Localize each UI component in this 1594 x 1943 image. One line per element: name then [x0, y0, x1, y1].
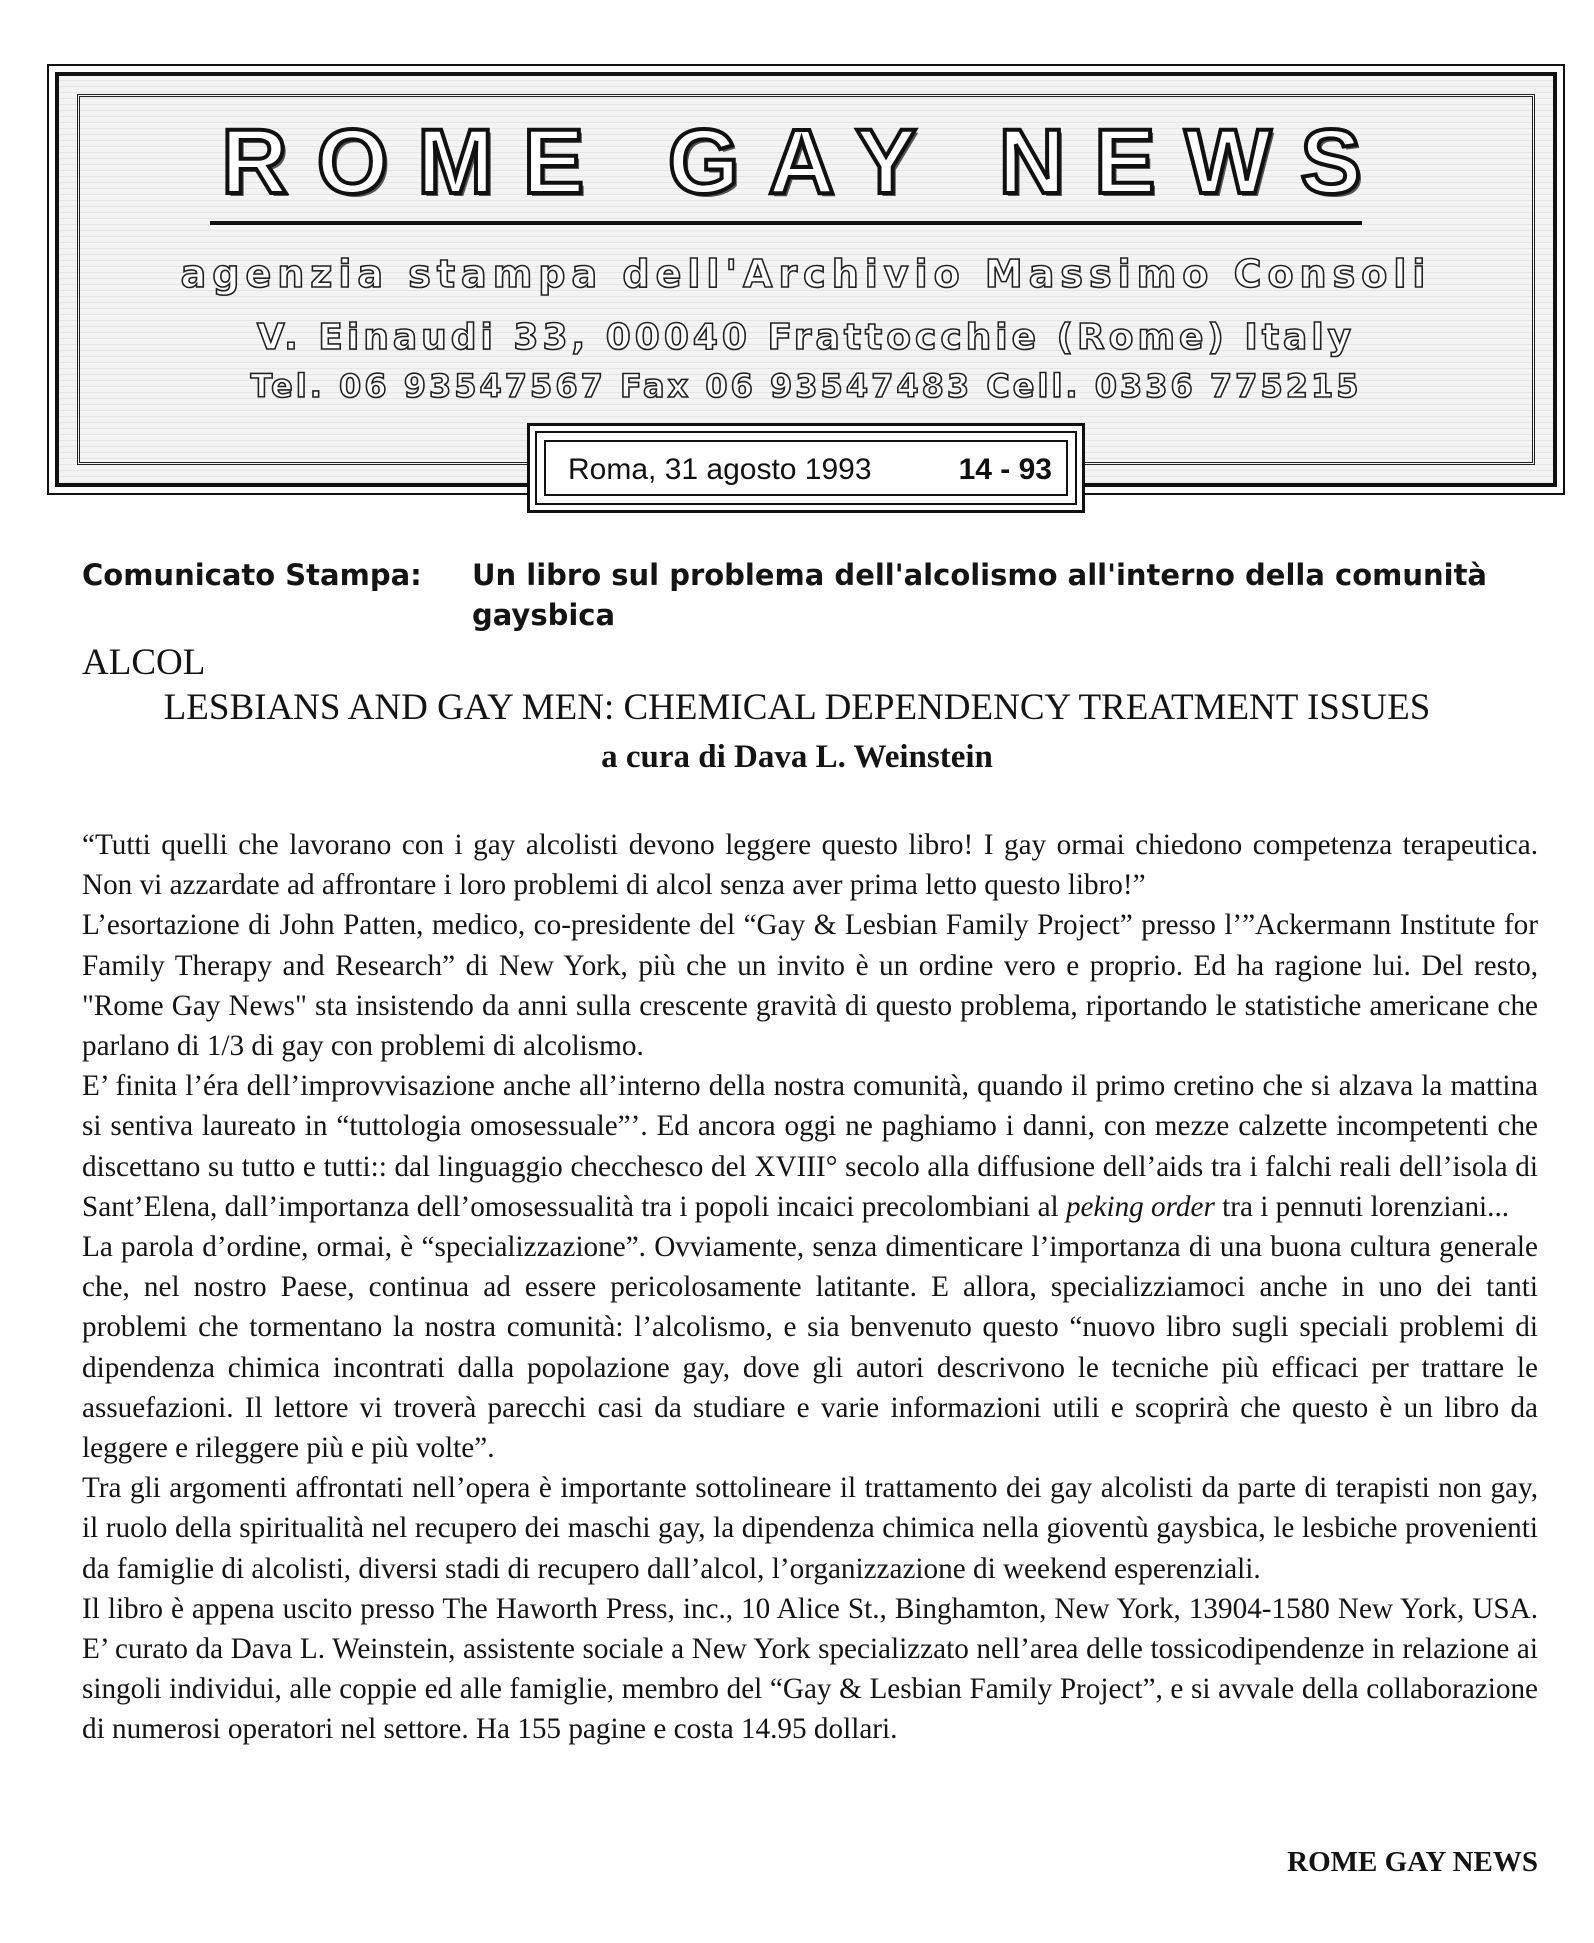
- masthead-contacts: Tel. 06 93547567 Fax 06 93547483 Cell. 0336 775215: [250, 367, 1362, 405]
- press-release-title: Un libro sul problema dell'alcolismo all'interno della comunità gaysbica: [472, 558, 1487, 632]
- book-title: LESBIANS AND GAY MEN: CHEMICAL DEPENDENCY TREATMENT ISSUES: [163, 687, 1431, 728]
- masthead-frame: [77, 94, 1535, 465]
- paragraph-publisher: Il libro è appena uscito presso The Haworth Press, inc., 10 Alice St., Binghamton, New York, 13904-1580 New York, USA. E’ curato da Dava L. Weinstein, assistente sociale a New York specializzato nell’area delle tossicodipendenze in relazione ai singoli individui, alle coppie ed alle famiglie, membro del “Gay & Lesbian Family Project”, e si avvale della collaborazione di numerosi operatori nel settore. Ha 155 pagine e costa 14.95 dollari.: [82, 1592, 1538, 1746]
- paragraph-argomenti: Tra gli argomenti affrontati nell’opera è importante sottolineare il trattamento dei gay alcolisti da parte di terapisti non gay, il ruolo della spiritualità nel recupero dei maschi gay, la dipendenza chimica nella gioventù gaysbica, le lesbiche provenienti da famiglie di alcolisti, diversi stadi di recupero dall’alcol, l’organizzazione di weekend esperenziali.: [82, 1472, 1538, 1585]
- paragraph-specializzazione: La parola d’ordine, ormai, è “specializzazione”. Ovviamente, senza dimenticare l’importanza di una buona cultura generale che, nel nostro Paese, continua ad essere pericolosamente latitante. E allora, specializziamoci anche in uno dei tanti problemi che tormentano la nostra comunità: l’alcolismo, e sia benvenuto questo “nuovo libro sugli speciali problemi di dipendenza chimica incontrati dalla popolazione gay, dove gli autori descrivono le tecniche più efficaci per trattare le assuefazioni. Il lettore vi troverà parecchi casi da studiare e varie informazioni utili e scoprirà che questo è un libro da leggere e rileggere più e più volte”.: [82, 1231, 1538, 1465]
- masthead-title: ROME GAY NEWS: [221, 111, 1391, 213]
- paragraph-quote: “Tutti quelli che lavorano con i gay alcolisti devono leggere questo libro! I gay ormai chiedono competenza terapeutica. Non vi azzardate ad affrontare i loro problemi di alcol senza aver prima letto questo libro!”: [82, 829, 1538, 902]
- masthead-subtitle: agenzia stampa dell'Archivio Massimo Consoli: [180, 252, 1432, 296]
- issue-number: 14 - 93: [958, 453, 1052, 486]
- paragraph-improvvisazione: [82, 1066, 1538, 1227]
- issue-date: Roma, 31 agosto 1993: [568, 453, 872, 486]
- date-issue-box: [527, 423, 1085, 513]
- press-release-label: Comunicato Stampa:: [82, 558, 422, 592]
- section-heading: ALCOL: [82, 642, 206, 683]
- paragraph-patten: L’esortazione di John Patten, medico, co-presidente del “Gay & Lesbian Family Project” presso l’”Ackermann Institute for Family Therapy and Research” di New York, più che un invito è un ordine vero e proprio. Ed ha ragione lui. Del resto, "Rome Gay News" sta insistendo da anni sulla crescente gravità di questo problema, riportando le statistiche americane che parlano di 1/3 di gay con problemi di alcolismo.: [82, 909, 1538, 1063]
- masthead-rule: [210, 221, 1362, 225]
- masthead-address: V. Einaudi 33, 00040 Frattocchie (Rome) Italy: [256, 317, 1356, 358]
- article-body: [82, 825, 1538, 1750]
- paragraph-text: E’ finita l’éra dell’improvvisazione anche all’interno della nostra comunità, quando il primo cretino che si alzava la mattina si sentiva laureato in “tuttologia omosessuale”’. Ed ancora oggi ne paghiamo i danni, con mezze calzette incompetenti che discettano su tutto e tutti:: dal linguaggio checchesco del XVIII° secolo alla diffusione dell’aids tra i falchi reali dell’isola di Sant’Elena, dall’importanza dell’omosessualità tra i popoli incaici precolombiani al: [82, 1070, 1538, 1223]
- signature: ROME GAY NEWS: [1287, 1846, 1538, 1878]
- book-editor: a cura di Dava L. Weinstein: [601, 739, 993, 775]
- italic-phrase: peking order: [1065, 1190, 1215, 1223]
- paragraph-text: tra i pennuti lorenziani...: [1214, 1190, 1510, 1223]
- date-issue-frame: [544, 440, 1068, 496]
